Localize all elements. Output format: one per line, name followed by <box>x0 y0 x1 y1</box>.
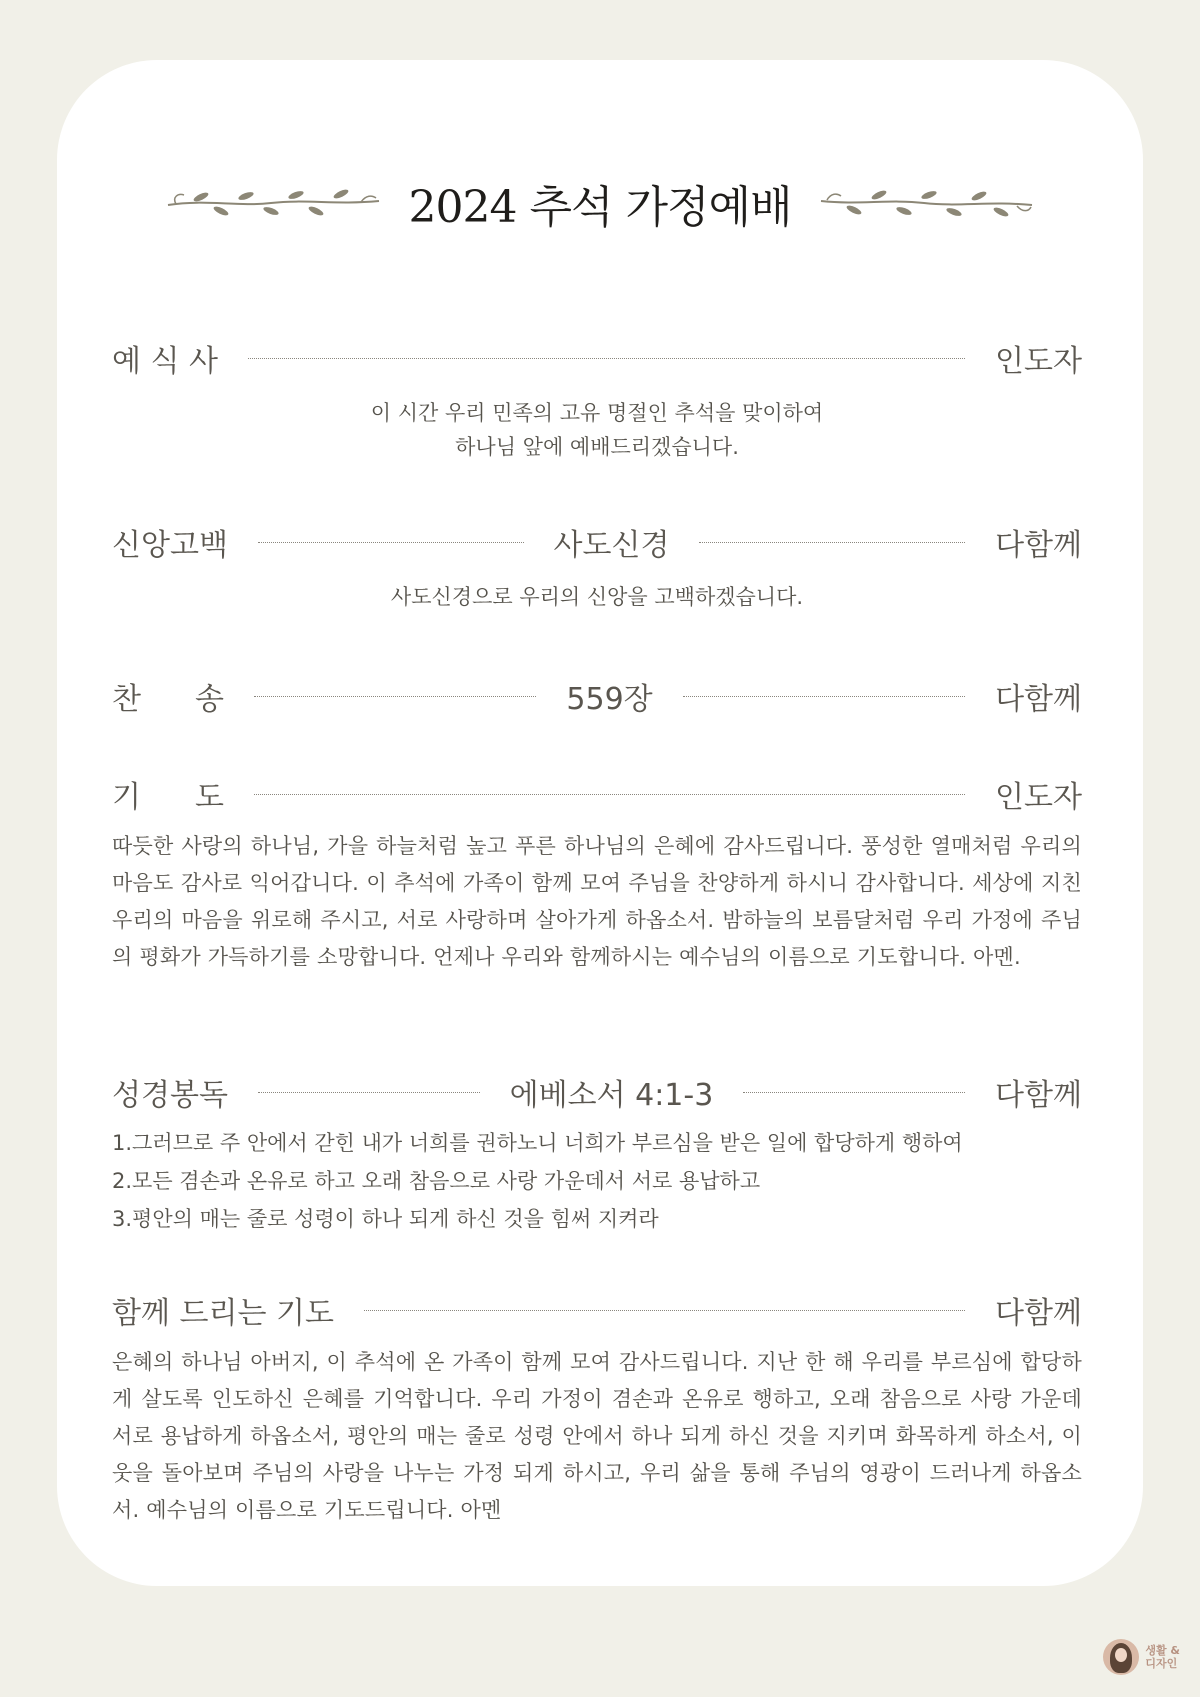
page-title: 2024 추석 가정예배 <box>408 182 792 233</box>
brand-line: 디자인 <box>1145 1657 1178 1670</box>
label-char: 기 <box>112 780 141 815</box>
section-leader-role: 다함께 <box>995 682 1083 717</box>
section-description <box>112 396 1082 464</box>
section-leader-role: 인도자 <box>995 344 1082 379</box>
brand-text <box>1145 1644 1180 1670</box>
title-row <box>0 168 1200 238</box>
section-label: 신앙고백 <box>112 528 228 563</box>
description-line: 이 시간 우리 민족의 고유 명절인 추석을 맞이하여 <box>370 401 824 425</box>
section-creed <box>112 520 1082 614</box>
section-leader-role: 다함께 <box>995 1296 1082 1331</box>
brand-line: 생활 & <box>1145 1644 1180 1657</box>
verse-list <box>112 1124 1082 1238</box>
section-center: 사도신경 <box>553 528 670 563</box>
section-center: 에베소서 4:1-3 <box>509 1078 714 1113</box>
section-label: 성경봉독 <box>112 1078 228 1113</box>
dotted-leader <box>699 542 965 543</box>
dotted-leader <box>248 358 965 359</box>
dotted-leader <box>683 696 965 697</box>
section-label: 함께 드리는 기도 <box>112 1296 334 1331</box>
section-prayer <box>112 772 1082 976</box>
section-label <box>112 772 224 816</box>
label-char: 찬 <box>112 682 141 717</box>
section-together-prayer <box>112 1288 1082 1529</box>
section-label: 예 식 사 <box>112 344 219 379</box>
together-prayer-text: 은혜의 하나님 아버지, 이 추석에 온 가족이 함께 모여 감사드립니다. 지난 한 해 우리를 부르심에 합당하게 살도록 인도하신 은혜를 기억합니다. 우리 가정이 겸손과 온유로 행하고, 오래 참음으로 사랑 가운데 서로 용납하게 하옵소서, 평안의 매는 줄로 성령 안에서 하나 되게 하신 것을 지키며 화목하게 하소서, 이웃을 돌아보며 주님의 사랑을 나누는 가정 되게 하시고, 우리 삶을 통해 주님의 영광이 드러나게 하옵소서. 예수님의 이름으로 기도드립니다. 아멘 <box>112 1350 1082 1522</box>
label-char: 송 <box>195 682 224 717</box>
verse-item: 2.모든 겸손과 온유로 하고 오래 참음으로 사랑 가운데서 서로 용납하고 <box>112 1169 761 1193</box>
dotted-leader <box>254 696 536 697</box>
brand-logo <box>1103 1639 1180 1675</box>
verse-item: 1.그러므로 주 안에서 갇힌 내가 너희를 권하노니 너희가 부르심을 받은 일에 합당하게 행하여 <box>112 1131 963 1155</box>
section-leader-role: 인도자 <box>995 780 1082 815</box>
avatar <box>1103 1639 1139 1675</box>
verse-item: 3.평안의 매는 줄로 성령이 하나 되게 하신 것을 힘써 지켜라 <box>112 1207 659 1231</box>
description-line: 하나님 앞에 예배드리겠습니다. <box>455 435 739 459</box>
vine-left-icon <box>166 183 381 223</box>
section-label <box>112 674 224 718</box>
dotted-leader <box>258 542 524 543</box>
section-description: 사도신경으로 우리의 신앙을 고백하겠습니다. <box>390 585 804 609</box>
dotted-leader <box>254 794 965 795</box>
prayer-text: 따듯한 사랑의 하나님, 가을 하늘처럼 높고 푸른 하나님의 은혜에 감사드립니다. 풍성한 열매처럼 우리의 마음도 감사로 익어갑니다. 이 추석에 가족이 함께 모여 주님을 찬양하게 하시니 감사합니다. 세상에 지친 우리의 마음을 위로해 주시고, 서로 사랑하며 살아가게 하옵소서. 밤하늘의 보름달처럼 우리 가정에 주님의 평화가 가득하기를 소망합니다. 언제나 우리와 함께하시는 예수님의 이름으로 기도합니다. 아멘. <box>112 834 1082 969</box>
dotted-leader <box>364 1310 965 1311</box>
dotted-leader <box>258 1092 480 1093</box>
label-char: 도 <box>195 780 224 815</box>
section-hymn <box>112 674 1082 718</box>
section-leader-role: 다함께 <box>995 1078 1082 1113</box>
dotted-leader <box>743 1092 965 1093</box>
section-center: 559장 <box>566 682 653 717</box>
section-reading <box>112 1070 1082 1238</box>
section-opening <box>112 336 1082 464</box>
vine-right-icon <box>819 183 1034 223</box>
section-leader-role: 다함께 <box>995 528 1083 563</box>
